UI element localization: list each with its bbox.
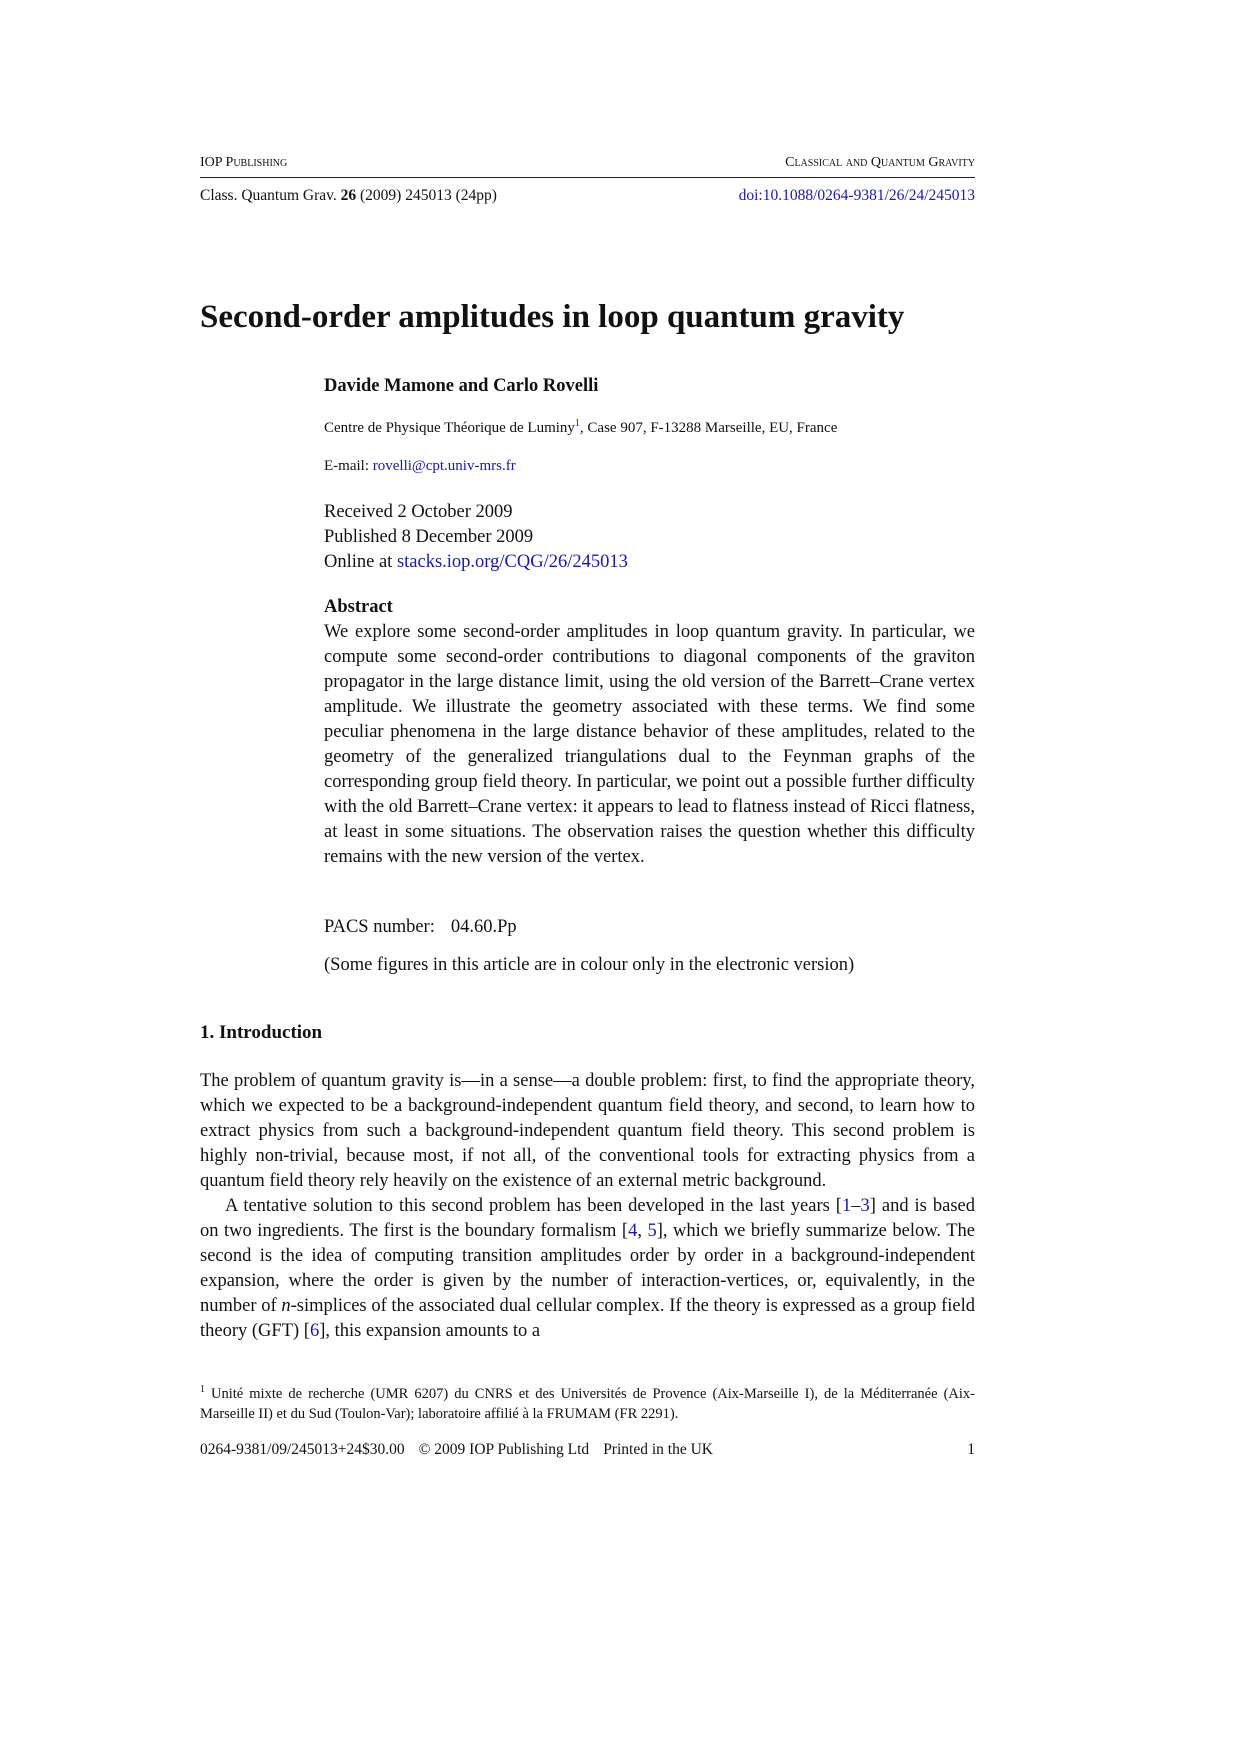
text-run: – (851, 1196, 861, 1216)
online-line (324, 550, 628, 575)
abstract-text: We explore some second-order amplitudes in loop quantum gravity. In particular, we compute some second-order contributions to diagonal components of the graviton propagator in the large distance limit, using the old version of the Barrett–Crane vertex amplitude. We illustrate the geometry associated with these terms. We find some peculiar phenomena in the large distance behavior of these amplitudes, related to the geometry of the generalized triangulations dual to the Feynman graphs of the corresponding group field theory. In particular, we point out a possible further difficulty with the old Barrett–Crane vertex: it appears to lead to flatness instead of Ricci flatness, at least in some situations. The observation raises the question whether this difficulty remains with the new version of the vertex. (324, 622, 975, 867)
pacs-line (324, 917, 517, 938)
running-header (200, 155, 975, 178)
reference-link-3[interactable]: 3 (860, 1196, 870, 1216)
text-run: ], this expansion amounts to a (319, 1321, 541, 1341)
text-run: A tentative solution to this second problem has been developed in the last years [ (225, 1196, 842, 1216)
email-line (324, 458, 516, 475)
text-run: -simplices of the associated dual cellular complex. If the theory is expressed as a group field theory (GFT) [ (200, 1296, 975, 1341)
text-run: , (637, 1221, 648, 1241)
reference-link-4[interactable]: 4 (628, 1221, 638, 1241)
footer-code: 0264-9381/09/245013+24$30.00 (200, 1441, 405, 1458)
email-link[interactable]: rovelli@cpt.univ-mrs.fr (372, 458, 516, 474)
footnote-marker: 1 (200, 1384, 205, 1395)
citation-prefix: Class. Quantum Grav. (200, 187, 337, 204)
text-run: ], which we briefly summarize below. The second is the idea of computing transition amplitudes order by order in a background-independent expansion, where the order is given by the number of interaction-vertices, or, equivalently, in the number of (200, 1221, 976, 1316)
reference-link-6[interactable]: 6 (309, 1321, 320, 1341)
footer-printed: Printed in the UK (603, 1441, 713, 1458)
reference-link-5[interactable]: 5 (647, 1221, 657, 1241)
section-heading: 1. Introduction (200, 1022, 323, 1043)
dates-block (324, 500, 628, 575)
affiliation-address: , Case 907, F-13288 Marseille, EU, France (579, 420, 838, 436)
pacs-label: PACS number: (324, 917, 435, 937)
footnote-marker-link[interactable]: 1 (574, 418, 580, 429)
page-footer (200, 1441, 975, 1459)
introduction-body (200, 1069, 975, 1344)
italic-n: n (281, 1296, 291, 1316)
text-run: ] and is based on two ingredients. The first is the boundary formalism [ (200, 1196, 975, 1241)
affiliation-text: Centre de Physique Théorique de Luminy (324, 420, 575, 436)
authors: Davide Mamone and Carlo Rovelli (324, 376, 599, 396)
footnote-text: Unité mixte de recherche (UMR 6207) du CNRS et des Universités de Provence (Aix-Marseille I), de la Méditerranée (Aix-Marseille II) et du Sud (Toulon-Var); laboratoire affilié à la FRUMAM (FR 2291). (200, 1385, 975, 1422)
online-link[interactable]: stacks.iop.org/CQG/26/245013 (396, 552, 628, 572)
citation (200, 187, 497, 205)
footer-copyright: © 2009 IOP Publishing Ltd (418, 1441, 590, 1458)
paper-title: Second-order amplitudes in loop quantum gravity (200, 299, 905, 335)
journal-name: Classical and Quantum Gravity (785, 155, 975, 170)
footnote (200, 1380, 975, 1424)
citation-suffix: (2009) 245013 (24pp) (360, 187, 497, 204)
affiliation (324, 418, 837, 437)
abstract-heading: Abstract (324, 597, 393, 617)
reference-link-1[interactable]: 1 (841, 1196, 852, 1216)
online-label: Online at (324, 552, 393, 572)
publisher-name: IOP Publishing (200, 155, 288, 170)
pacs-value: 04.60.Pp (450, 917, 517, 937)
email-label: E-mail: (324, 458, 369, 474)
doi-link[interactable]: doi:10.1088/0264-9381/26/24/245013 (738, 187, 975, 204)
colour-note: (Some figures in this article are in colour only in the electronic version) (324, 955, 855, 975)
received-date: Received 2 October 2009 (324, 502, 513, 522)
intro-paragraph-1: The problem of quantum gravity is—in a sense—a double problem: first, to find the appropriate theory, which we expected to be a background-independent quantum field theory, and second, to learn how to extract physics from such a background-independent quantum field theory. This second problem is highly non-trivial, because most, if not all, of the conventional tools for extracting physics from a quantum field theory rely heavily on the existence of an external metric background. (200, 1071, 975, 1191)
intro-paragraph-2 (200, 1194, 975, 1344)
footer-info (200, 1441, 727, 1458)
citation-volume: 26 (340, 187, 357, 204)
published-date: Published 8 December 2009 (324, 527, 534, 547)
page-number: 1 (967, 1441, 975, 1458)
